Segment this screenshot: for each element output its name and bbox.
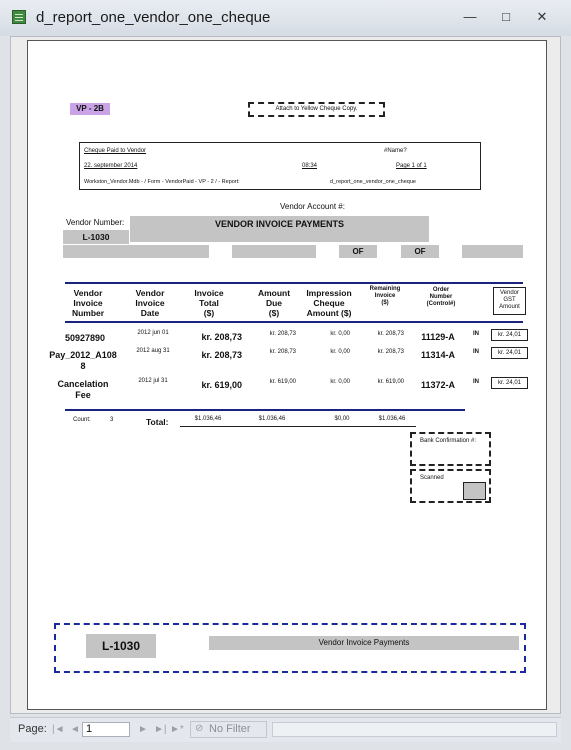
report-path: Workston_Vendor.Mdb - / Form - VendorPaid - VP - 2 / - Report: (84, 179, 240, 185)
attach-yellow-copy-label: Attach to Yellow Cheque Copy. (248, 102, 385, 117)
col-header-line: ($) (381, 300, 389, 306)
blank-field-3 (462, 245, 523, 258)
col-vendor-invoice-number (56, 288, 120, 318)
table-row[interactable] (28, 329, 548, 349)
title-bar (0, 0, 571, 36)
close-button[interactable]: ✕ (536, 9, 548, 24)
invoice-number (40, 350, 126, 372)
scanned-box (410, 469, 491, 503)
first-page-icon[interactable]: |◄ (52, 724, 65, 735)
last-page-icon[interactable]: ►| (154, 724, 167, 735)
of-field-2: OF (401, 245, 439, 258)
bank-confirmation-label: Bank Confirmation #: (420, 438, 477, 444)
vendor-number-value: L-1030 (63, 230, 129, 244)
blank-field-1 (63, 245, 209, 258)
col-header-line: Invoice (374, 293, 396, 299)
page-number: Page 1 of 1 (396, 163, 427, 169)
col-header-line: Amount (499, 304, 520, 310)
vendor-number-label: Vendor Number: (66, 218, 125, 227)
order-number: 11314-A (420, 350, 456, 360)
amount-due: kr. 208,73 (269, 349, 296, 355)
col-header-line: ($) (203, 308, 215, 318)
col-header-line: Order (432, 287, 450, 293)
order-number: 11129-A (421, 332, 455, 342)
report-date: 22. september 2014 (84, 163, 138, 169)
col-header-line: GST (503, 297, 516, 303)
minimize-button[interactable]: — (463, 9, 477, 24)
col-header-line: Invoice (73, 298, 103, 308)
scanned-label: Scanned (420, 475, 444, 481)
report-page[interactable] (27, 40, 547, 710)
amount-due: kr. 208,73 (269, 331, 296, 337)
total-invoice: $1.036,46 (194, 416, 222, 422)
col-header-line: Number (71, 308, 105, 318)
col-header-line: Vendor (135, 288, 165, 298)
count-value: 3 (110, 417, 114, 423)
of-field-1: OF (339, 245, 377, 258)
col-header-line: Invoice (135, 298, 165, 308)
gst-amount: kr. 24,01 (491, 347, 528, 359)
page-label: Page: (18, 723, 47, 735)
no-filter-button[interactable] (190, 721, 267, 738)
order-flag: IN (473, 331, 479, 337)
col-amount-due (244, 288, 304, 318)
col-header-line: Amount ($) (306, 308, 352, 318)
footer-vendor-number: L-1030 (86, 634, 156, 658)
col-header-line: Due (265, 298, 283, 308)
record-navigation-bar (10, 717, 561, 742)
report-name: d_report_one_vendor_one_cheque (330, 179, 416, 185)
col-invoice-total (180, 288, 238, 318)
invoice-number (40, 379, 126, 401)
filter-icon: ⊘ (195, 723, 204, 734)
order-flag: IN (473, 379, 479, 385)
total-impression: $0,00 (334, 416, 350, 422)
col-header-line: Remaining (369, 286, 401, 292)
impression-amount: kr. 0,00 (330, 379, 350, 385)
page-input-value: 1 (86, 723, 93, 735)
vendor-account-label: Vendor Account #: (280, 202, 345, 211)
report-footer (54, 623, 526, 673)
banner-title: VENDOR INVOICE PAYMENTS (214, 219, 345, 229)
gst-amount: kr. 24,01 (491, 377, 528, 389)
col-impression-cheque (296, 288, 362, 318)
invoice-number: 50927890 (64, 333, 106, 343)
vp-badge: VP - 2B (70, 103, 110, 115)
col-header-line: Vendor (73, 288, 103, 298)
col-header-line: Amount (257, 288, 291, 298)
remaining-invoice: kr. 208,73 (377, 331, 404, 337)
invoice-date: 2012 jul 31 (138, 378, 168, 384)
footer-title: Vendor Invoice Payments (209, 636, 519, 650)
col-header-line: Number (429, 294, 453, 300)
invoice-date: 2012 jun 01 (137, 330, 169, 336)
impression-amount: kr. 0,00 (330, 349, 350, 355)
col-header-line: Impression (306, 288, 352, 298)
amount-due: kr. 619,00 (269, 379, 296, 385)
remaining-invoice: kr. 208,73 (377, 349, 404, 355)
table-row[interactable] (28, 377, 548, 405)
invoice-number-line: Fee (75, 390, 91, 400)
report-app-icon (12, 10, 26, 24)
col-vendor-invoice-date (122, 288, 178, 318)
window-title: d_report_one_vendor_one_cheque (36, 9, 271, 26)
totals-top-rule (65, 409, 465, 411)
prev-page-icon[interactable]: ◄ (70, 724, 80, 735)
col-header-line: ($) (268, 308, 280, 318)
total-label: Total: (146, 417, 169, 427)
col-order-number (412, 287, 470, 308)
col-vendor-gst (493, 287, 526, 315)
total-remaining: $1.036,46 (378, 416, 406, 422)
invoice-total: kr. 619,00 (201, 380, 242, 390)
header-top-rule (65, 282, 523, 284)
new-record-icon[interactable]: ►* (170, 724, 184, 735)
no-filter-label: No Filter (209, 723, 251, 735)
next-page-icon[interactable]: ► (138, 724, 148, 735)
count-label: Count: (73, 417, 91, 423)
page-input[interactable] (82, 722, 130, 737)
report-time: 08:34 (302, 163, 318, 169)
invoice-number-line: Pay_2012_A108 (49, 350, 117, 360)
invoice-number-line: Cancelation (57, 379, 109, 389)
col-header-line: Date (140, 308, 160, 318)
vendor-name-field: #Name? (384, 148, 407, 154)
impression-amount: kr. 0,00 (330, 331, 350, 337)
invoice-total: kr. 208,73 (201, 350, 242, 360)
invoice-number-line: 8 (80, 361, 86, 371)
gst-amount: kr. 24,01 (491, 329, 528, 341)
bank-confirmation-box (410, 432, 491, 466)
total-amount-due: $1.036,46 (258, 416, 286, 422)
col-header-line: Cheque (313, 298, 345, 308)
invoice-total: kr. 208,73 (201, 332, 242, 342)
col-header-line: Vendor (499, 290, 520, 296)
col-remaining-invoice (358, 286, 412, 307)
horizontal-scrollbar[interactable] (272, 722, 557, 737)
order-flag: IN (473, 349, 479, 355)
scanned-checkbox[interactable] (463, 482, 486, 500)
col-header-line: (Control#) (426, 301, 456, 307)
header-bottom-rule (65, 321, 523, 323)
invoice-date: 2012 aug 31 (136, 348, 170, 354)
report-info-box (79, 142, 481, 190)
order-number: 11372-A (420, 380, 456, 390)
vendor-account-field (130, 216, 429, 242)
totals-underline (180, 426, 416, 427)
cheque-paid-label: Cheque Paid to Vendor (84, 148, 147, 154)
remaining-invoice: kr. 619,00 (377, 379, 404, 385)
table-row[interactable] (28, 347, 548, 373)
blank-field-2 (232, 245, 316, 258)
col-header-line: Invoice (194, 288, 224, 298)
col-header-line: Total (199, 298, 219, 308)
maximize-button[interactable]: □ (502, 9, 510, 24)
